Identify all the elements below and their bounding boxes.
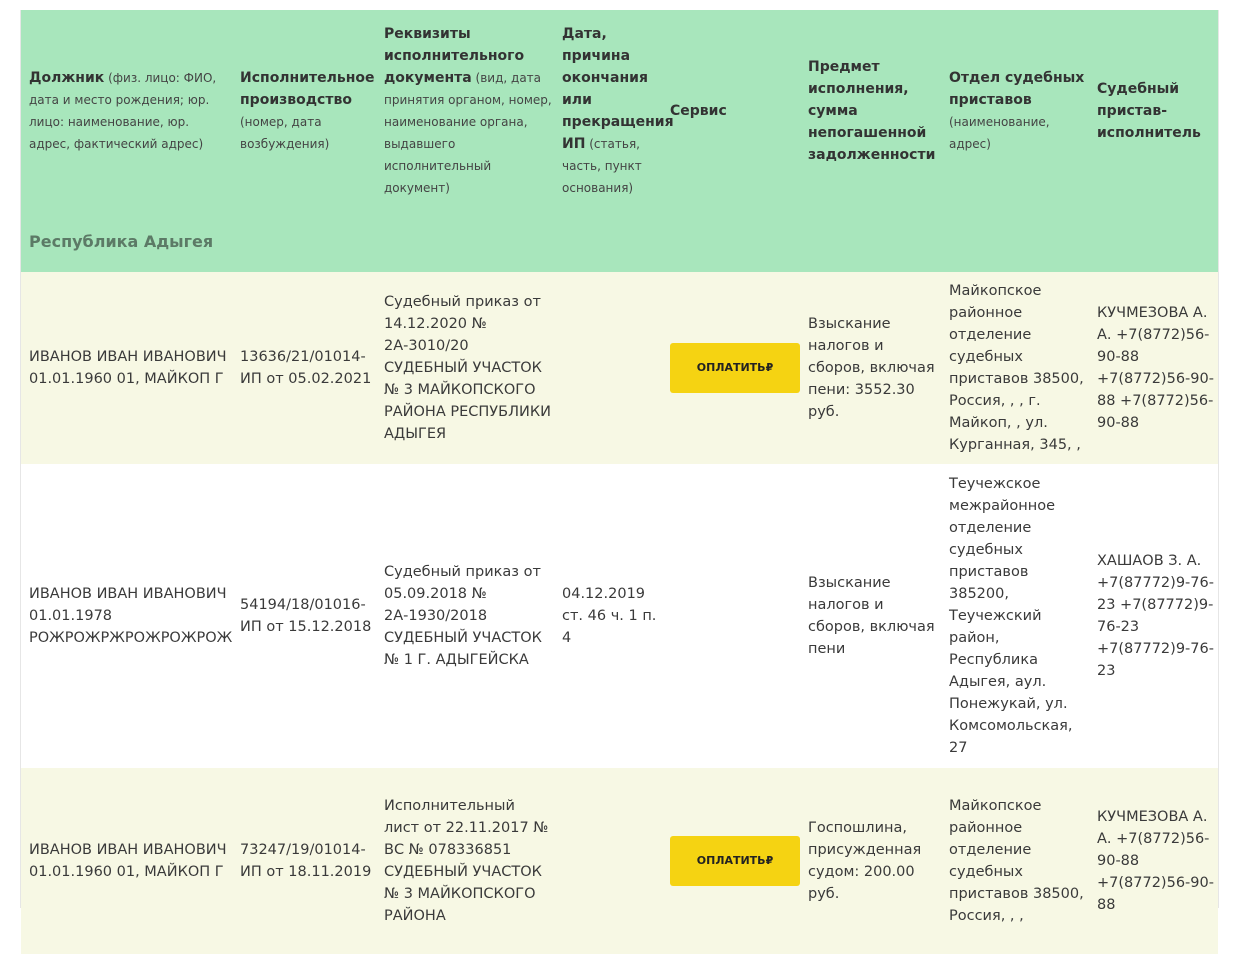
header-debtor: Должник (физ. лицо: ФИО, дата и место рождения; юр. лицо: наименование, юр. адрес, фактический адрес) — [29, 70, 217, 151]
table-row — [21, 768, 1218, 954]
header-service: Сервис — [670, 103, 727, 119]
region-title: Республика Адыгея — [29, 232, 214, 251]
subject-cell: Взыскание налогов и сборов, включая пени — [808, 575, 935, 657]
header-department: Отдел судебных приставов (наименование, адрес) — [949, 70, 1085, 151]
bailiff-cell: КУЧМЕЗОВА А. А. +7(8772)56-90-88 +7(8772)56-90-88 +7(8772)56-90-88 — [1097, 305, 1214, 431]
proceeding-cell: 13636/21/01014-ИП от 05.02.2021 — [240, 349, 372, 387]
service-cell — [662, 768, 800, 954]
proceeding-cell: 73247/19/01014-ИП от 18.11.2019 — [240, 842, 372, 880]
pay-button-label: ОПЛАТИТЬ — [696, 854, 766, 867]
ruble-icon: ₽ — [765, 361, 774, 374]
bailiff-cell: ХАШАОВ З. А. +7(87772)9-76-23 +7(87772)9-76-23 +7(87772)9-76-23 — [1097, 553, 1214, 679]
debtor-cell: ИВАНОВ ИВАН ИВАНОВИЧ 01.01.1960 01, МАЙКОП Г — [29, 349, 227, 387]
service-cell — [662, 272, 800, 464]
region-row — [21, 212, 1218, 272]
document-cell: Судебный приказ от 05.09.2018 № 2А-1930/2018 СУДЕБНЫЙ УЧАСТОК № 1 Г. АДЫГЕЙСКА — [384, 564, 542, 668]
bailiff-cell: КУЧМЕЗОВА А. А. +7(8772)56-90-88 +7(8772)56-90-88 — [1097, 809, 1214, 913]
pay-button-label: ОПЛАТИТЬ — [696, 361, 766, 374]
proceeding-cell: 54194/18/01016-ИП от 15.12.2018 — [240, 597, 372, 635]
header-end-reason: Дата, причина окончания или прекращения ИП (статья, часть, пункт основания) — [562, 26, 674, 195]
end-reason-cell — [554, 272, 662, 464]
table-row — [21, 464, 1218, 768]
department-cell: Майкопское районное отделение судебных приставов 38500, Россия, , , — [949, 798, 1084, 924]
debts-table-frame — [20, 10, 1219, 924]
table-header-row — [21, 10, 1218, 212]
header-bailiff: Судебный пристав-исполнитель — [1097, 81, 1201, 141]
service-cell — [662, 464, 800, 768]
subject-cell: Взыскание налогов и сборов, включая пени: 3552.30 руб. — [808, 316, 935, 420]
ruble-icon: ₽ — [765, 854, 774, 867]
department-cell: Майкопское районное отделение судебных приставов 38500, Россия, , , г. Майкоп, , ул. Курганная, 345, , — [949, 283, 1084, 453]
end-reason-cell — [554, 768, 662, 954]
debtor-cell: ИВАНОВ ИВАН ИВАНОВИЧ 01.01.1960 01, МАЙКОП Г — [29, 842, 227, 880]
department-cell: Теучежское межрайонное отделение судебных приставов 385200, Теучежский район, Республика Адыгея, аул. Понежукай, ул. Комсомольская, 27 — [949, 476, 1073, 756]
document-cell: Судебный приказ от 14.12.2020 № 2А-3010/20 СУДЕБНЫЙ УЧАСТОК № 3 МАЙКОПСКОГО РАЙОНА РЕСПУБЛИКИ АДЫГЕЯ — [384, 294, 551, 442]
table-row — [21, 272, 1218, 464]
debts-table — [21, 10, 1218, 954]
debtor-cell: ИВАНОВ ИВАН ИВАНОВИЧ 01.01.1978 РОЖРОЖРЖРОЖРОЖРОЖ — [29, 586, 233, 646]
header-proceeding: Исполнительное производство (номер, дата возбуждения) — [240, 70, 375, 151]
subject-cell: Госпошлина, присужденная судом: 200.00 руб. — [808, 820, 922, 902]
header-document: Реквизиты исполнительного документа (вид, дата принятия органом, номер, наименование органа, выдавшего исполнительный документ) — [384, 26, 552, 195]
end-reason-cell: 04.12.2019 ст. 46 ч. 1 п. 4 — [562, 586, 657, 646]
pay-button[interactable] — [670, 836, 800, 886]
document-cell: Исполнительный лист от 22.11.2017 № ВС № 078336851 СУДЕБНЫЙ УЧАСТОК № 3 МАЙКОПСКОГО РАЙОНА — [384, 798, 549, 924]
pay-button[interactable] — [670, 343, 800, 393]
header-subject: Предмет исполнения, сумма непогашенной задолженности — [808, 59, 936, 163]
